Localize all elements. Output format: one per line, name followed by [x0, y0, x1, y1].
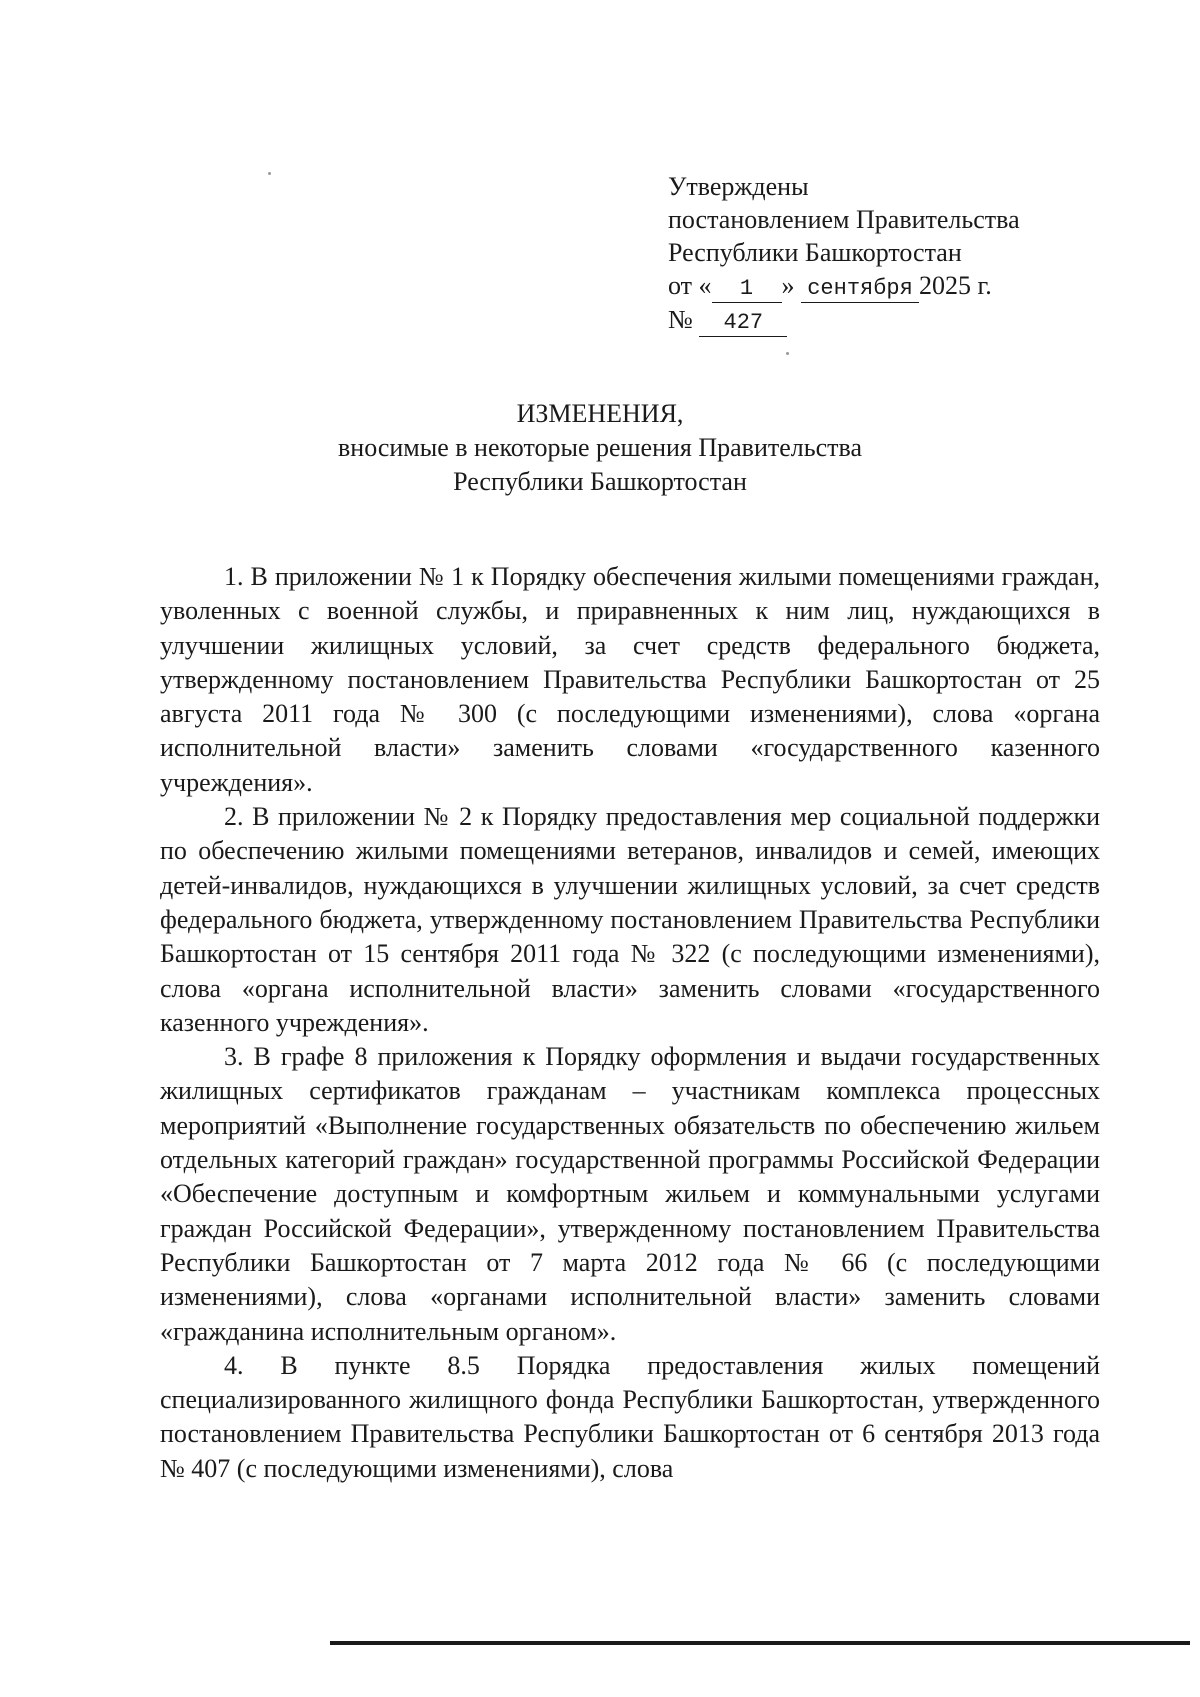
date-year: 2025 г. — [919, 271, 992, 300]
approval-line-3: Республики Башкортостан — [668, 238, 962, 267]
date-month: сентября — [801, 276, 919, 303]
document-body — [160, 560, 1100, 1486]
date-prefix: от « — [668, 271, 712, 300]
title-heading: ИЗМЕНЕНИЯ, — [516, 399, 684, 428]
title-line-2: вносимые в некоторые решения Правительства — [338, 433, 862, 462]
document-title — [240, 397, 960, 499]
paragraph-4: 4. В пункте 8.5 Порядка предоставления жилых помещений специализированного жилищного фонда Республики Башкортостан, утвержденного постановлением Правительства Республики Башкортостан от 6 сентября 2013 года № 407 (с последующими изменениями), слова — [160, 1350, 1100, 1483]
date-mid: » — [781, 271, 795, 300]
number-prefix: № — [668, 305, 693, 334]
scan-speck — [786, 352, 789, 355]
approval-number-line — [668, 303, 1138, 337]
paragraph-2: 2. В приложении № 2 к Порядку предоставления мер социальной поддержки по обеспечению жилыми помещениями ветеранов, инвалидов и семей, имеющих детей-инвалидов, нуждающихся в улучшении жилищных условий, за счет средств федерального бюджета, утвержденному постановлением Правительства Республики Башкортостан от 15 сентября 2011 года № 322 (с последующими изменениями), слова «органа исполнительной власти» заменить словами «государственного казенного учреждения». — [160, 802, 1100, 1037]
date-day: 1 — [712, 276, 782, 303]
approval-block — [668, 170, 1138, 337]
paragraph-1: 1. В приложении № 1 к Порядку обеспечения жилыми помещениями граждан, уволенных с военной службы, и приравненных к ним лиц, нуждающихся в улучшении жилищных условий, за счет средств федерального бюджета, утвержденному постановлением Правительства Республики Башкортостан от 25 августа 2011 года № 300 (с последующими изменениями), слова «органа исполнительной власти» заменить словами «государственного казенного учреждения». — [160, 562, 1100, 797]
paragraph-3: 3. В графе 8 приложения к Порядку оформления и выдачи государственных жилищных сертификатов гражданам – участникам комплекса процессных мероприятий «Выполнение государственных обязательств по обеспечению жильем отдельных категорий граждан» государственной программы Российской Федерации «Обеспечение доступным и комфортным жильем и коммунальными услугами граждан Российской Федерации», утвержденному постановлением Правительства Республики Башкортостан от 7 марта 2012 года № 66 (с последующими изменениями), слова «органами исполнительной власти» заменить словами «гражданина исполнительным органом». — [160, 1042, 1100, 1346]
approval-line-1: Утверждены — [668, 172, 809, 201]
scan-speck — [268, 172, 271, 175]
approval-line-2: постановлением Правительства — [668, 205, 1020, 234]
approval-date-line — [668, 269, 1138, 303]
title-line-3: Республики Башкортостан — [453, 467, 747, 496]
scan-edge-line — [330, 1641, 1190, 1645]
number-value: 427 — [699, 310, 787, 337]
